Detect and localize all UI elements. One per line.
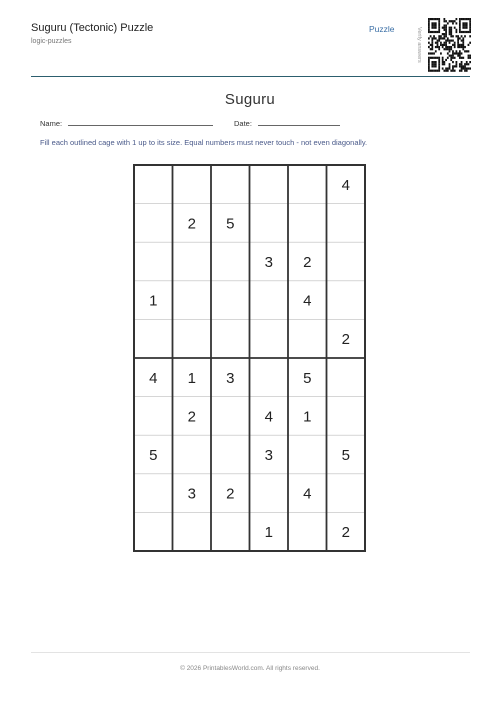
grid-cell[interactable] (173, 319, 212, 358)
grid-cell[interactable] (250, 358, 289, 397)
grid-cell[interactable] (173, 281, 212, 320)
given-number: 2 (303, 254, 312, 271)
grid-cell[interactable] (134, 242, 173, 281)
instructions: Fill each outlined cage with 1 up to its size. Equal numbers must never touch - not even diagonally. (40, 138, 368, 147)
grid-cell[interactable] (134, 319, 173, 358)
grid-cell[interactable] (134, 397, 173, 436)
puzzle-title: Suguru (224, 91, 276, 108)
given-number: 5 (226, 215, 235, 233)
grid-cell[interactable] (211, 165, 250, 204)
grid-cell[interactable] (327, 281, 366, 320)
grid-cell[interactable] (173, 512, 212, 551)
grid-cell[interactable] (327, 358, 366, 397)
date-field[interactable] (234, 118, 340, 128)
grid-cell[interactable] (288, 512, 327, 551)
header-divider (31, 76, 470, 77)
date-label: Date: (234, 119, 252, 128)
given-number: 1 (187, 369, 196, 387)
given-number: 4 (303, 485, 312, 503)
document-title: Suguru (Tectonic) Puzzle (31, 22, 154, 34)
given-number: 3 (187, 485, 196, 503)
grid-cell[interactable] (134, 474, 173, 513)
grid-cell[interactable] (327, 242, 366, 281)
grid-cell[interactable] (134, 204, 173, 243)
given-number: 2 (341, 331, 350, 349)
grid-cell[interactable] (134, 512, 173, 551)
given-number: 2 (187, 408, 196, 426)
verify-answers-label: Verify answers (416, 27, 422, 63)
name-field[interactable] (40, 118, 213, 128)
document-subtitle: logic-puzzles (31, 38, 72, 45)
suguru-grid[interactable] (130, 161, 370, 557)
footer-copyright: © 2026 PrintablesWorld.com. All rights reserved. (180, 665, 320, 672)
given-number: 3 (264, 447, 273, 464)
given-number: 4 (303, 292, 312, 310)
grid-cell[interactable] (250, 474, 289, 513)
grid-cell[interactable] (134, 165, 173, 204)
given-number: 2 (341, 524, 350, 542)
given-number: 5 (149, 447, 158, 464)
given-number: 5 (341, 447, 350, 464)
given-number: 2 (187, 215, 196, 233)
grid-cell[interactable] (173, 242, 212, 281)
grid-cell[interactable] (288, 204, 327, 243)
grid-cell[interactable] (173, 165, 212, 204)
grid-cell[interactable] (288, 319, 327, 358)
grid-cell[interactable] (250, 165, 289, 204)
given-number: 4 (341, 176, 350, 194)
grid-cell[interactable] (211, 397, 250, 436)
grid-cell[interactable] (211, 242, 250, 281)
grid-cell[interactable] (327, 397, 366, 436)
given-number: 1 (149, 292, 158, 310)
given-number: 5 (303, 369, 312, 387)
grid-cell[interactable] (211, 435, 250, 474)
grid-cell[interactable] (250, 204, 289, 243)
given-number: 3 (226, 369, 235, 387)
grid-cell[interactable] (250, 319, 289, 358)
puzzle-badge[interactable]: Puzzle (369, 24, 395, 34)
qr-code-icon[interactable] (428, 18, 471, 72)
given-number: 1 (264, 524, 273, 542)
grid-cell[interactable] (211, 319, 250, 358)
given-number: 4 (264, 408, 273, 426)
grid-cell[interactable] (288, 435, 327, 474)
name-line[interactable] (68, 118, 213, 126)
footer-divider (31, 652, 470, 653)
grid-cell[interactable] (288, 165, 327, 204)
name-label: Name: (40, 119, 63, 128)
given-number: 2 (226, 485, 235, 503)
given-number: 1 (303, 408, 312, 426)
grid-cell[interactable] (211, 281, 250, 320)
grid-cell[interactable] (327, 474, 366, 513)
grid-cell[interactable] (211, 512, 250, 551)
grid-cell[interactable] (173, 435, 212, 474)
given-number: 3 (264, 254, 273, 271)
grid-cell[interactable] (327, 204, 366, 243)
given-number: 4 (149, 369, 158, 387)
date-line[interactable] (258, 118, 340, 126)
grid-cell[interactable] (250, 281, 289, 320)
page-header (31, 22, 470, 76)
